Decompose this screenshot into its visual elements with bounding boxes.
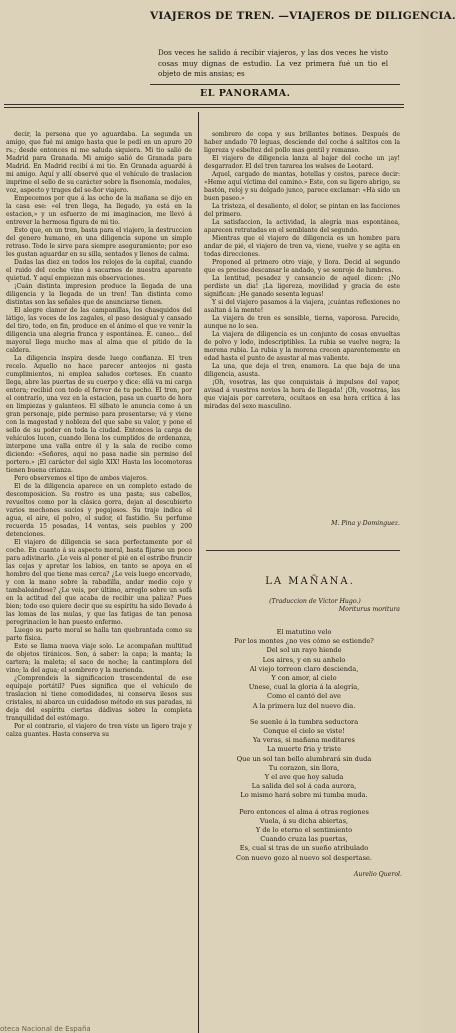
poem-line: Ya veras, si mañana meditares bbox=[253, 736, 355, 745]
poem-rule bbox=[206, 550, 400, 551]
paragraph: sombrero de copa y sus brillantes botines. Después de haber andado 70 leguas, desciende del coche á saltitos con la ligereza y esbeltez del pollo mas gentil y remanso. bbox=[204, 131, 400, 154]
library-watermark: oteca Nacional de España bbox=[0, 1025, 91, 1033]
poem-line: Pero entonces el alma á otras regiones bbox=[239, 807, 369, 816]
poem-stanza bbox=[206, 808, 402, 863]
paragraph: La satisfaccion, la actividad, la alegría mas espontánea, aparecen retratadas en el semblante del segundo. bbox=[204, 219, 400, 234]
poem-line: Y el ave que hoy saluda bbox=[264, 773, 344, 782]
paragraph: Por el contrario, el viajero de tren viste un ligero traje y calza guantes. Hasta conserva su bbox=[6, 723, 192, 738]
column-divider bbox=[198, 112, 199, 1033]
poem-line: Es, cual si tras de un sueño atribulado bbox=[239, 844, 369, 853]
poem-line: Unese, cual la gloria á la alegría, bbox=[248, 683, 360, 692]
poem-line: La salida del sol á cada aurora, bbox=[251, 782, 357, 791]
poem-body bbox=[206, 628, 402, 1028]
right-column-text bbox=[204, 131, 400, 517]
paragraph: Esto que, en un tren, basta para el viajero, la destruccion del genero humano, en una diligencia supone un simple retraso. Todo le sirve para siempre aseguramiento; por eso les gustan aguardar en su silla, sentados y llenos de calma. bbox=[6, 227, 192, 258]
poem-line: Se suenle á la tumbra seductora bbox=[249, 717, 359, 726]
paragraph: La viajera de tren es sensible, tierna, vaporosa. Parecido, aunque no lo sea. bbox=[204, 315, 400, 330]
poem-line: Del sol un rayo hiende bbox=[266, 646, 342, 655]
paragraph: ¡Cuán distinta impresion produce la llegada de una diligencia y la llegada de un tren! Tan distinta como distintas son las señales que de anunciarse tienen. bbox=[6, 283, 192, 306]
paragraph: Y si del viajero pasamos á la viajera, ¡cuántas reflexiones no asaltan á la mente! bbox=[204, 299, 400, 314]
poem-line: Al viejo torreon claro descienda, bbox=[249, 664, 359, 673]
paragraph: La lentitud, pesadez y cansancio de aquel dicen: ¡No perdiste un dia! ¡La ligereza, movilidad y gracia de este significan: ¡He ganado sesenta leguas! bbox=[204, 275, 400, 298]
paragraph: La tristeza, el desaliento, el dolor, se pintan en las facciones del primero. bbox=[204, 203, 400, 218]
paragraph: El viajero de diligencia se saca perfectamente por el coche. En cuanto á su aspecto moral, basta fijarse un poco para adivinarlo. ¿Le veis al poner el pié en el estribo fruncir las cejas y apretar los labios, en tanto se apoya en el hombro del que tiene mas cerca? ¿Le veis luego encorvado, y con la mano sobre la rabadilla, andar medio cojo y tambaleándose? ¿Le veis, por último, arreglo sobre un sofá en la actitud del que acaba de recibir una paliza? Pues bien; todo eso quiere decir que su espíritu ha sido llevado á las lomas de las mulas, y que las fatigas de tan penosa peregrinacion le han puesto enfermo. bbox=[6, 539, 192, 626]
poem-line: Como el cantó del ave bbox=[267, 692, 341, 701]
poem-line: El matutino velo bbox=[276, 628, 332, 636]
poem-line: Vuela, á su dicha abiertas, bbox=[259, 816, 349, 825]
poem-author: Aurelio Querol. bbox=[353, 870, 402, 878]
poem-line: Con nuevo gozo al nuevo sol despertase. bbox=[236, 853, 372, 862]
poem-line: Y de lo eterno el sentimiento bbox=[255, 826, 353, 835]
article-title: VIAJEROS DE TREN. —VIAJEROS DE DILIGENCIA. bbox=[150, 10, 456, 22]
poem-line: La muerte fria y triste bbox=[266, 745, 341, 754]
paragraph: El de la diligencia aparece en un completo estado de descomposicion. Su rostro es una pasta; sus cabellos, revueltos como por la clásica gorra, dejan al descubierto varios mechones sucios y pegajosos. Su traje indica el agua, el aire, el polvo, el sudor, el fastidio. Su perfume recuerda 15 posadas, 14 ventas, seis pueblos y 200 detenciones. bbox=[6, 483, 192, 538]
poem-line: Lo mismo hará sobre mi tumba muda. bbox=[240, 791, 368, 800]
paragraph: La diligencia inspira desde luego confianza. El tren recelo. Aquello no hace parecer anteojos ni gasta cumplimientos, ni emplea saludos corteses. En cuanto llega, abre las puertas de su cuerpo y dice: ellá va mi carga entera; recibid con todo el fervor de tu pecho. El tren, por el contrario, una vez en la estacion, pasa un cuarto de hora en limpiezas y galanteos. El silbato le anuncia como á un gran personaje, pide permiso para presentarse; vá y viene con la magestad y nobleza del que sabe su valor, y pone el sello de su poder en toda la ciudad. Entonces la carga de vehículos lucen, cuando llena los cumplidos de ordenanza, interpone una valla entre él y la sala de recibo como diciendo: «Señores, aquí no pasa nadie sin permiso del portero.» ¡El carácter del siglo XIX! Hasta los locomotoras tienen buena crianza. bbox=[6, 355, 192, 474]
paragraph: La viajera de diligencia es un conjunto de cosas envueltas de polvo y lodo, indescriptibles. La rubia se vuelve negra; la morena rubia. La rubia y la morena crecen aparentemente en edad hasta el punto de asustar al mas valiente. bbox=[204, 331, 400, 362]
poem-line: Que un sol tan bello alumbrará sin duda bbox=[236, 754, 372, 763]
paragraph: Luego su parte moral se halla tan quebrantada como su parte física. bbox=[6, 627, 192, 642]
article-intro: Dos veces he salido á recibir viajeros, y las dos veces he visto cosas muy dignas de estudio. La vez primera fué un tio el objeto de mis ansias; es bbox=[158, 48, 388, 78]
poem-line: Conque el cielo se viste! bbox=[263, 727, 345, 736]
poem-line: Los aires, y en su anhelo bbox=[262, 655, 346, 664]
poem-subtitle: (Traduccion de Víctor Hugo.) bbox=[269, 598, 361, 605]
paragraph: Aquel, cargado de mantas, botellas y cestos, parece decir: «Heme aquí víctima del camino.» Este, con su ligero abrigo, su bastón, reloj y su delgado junco, parece exclamar: «Ha sido un buen paseo.» bbox=[204, 171, 400, 202]
poem-line: Tu corazon, sin llora, bbox=[268, 763, 340, 772]
left-column-text bbox=[6, 131, 192, 1033]
header-rule-top bbox=[150, 84, 400, 85]
poem-stanza bbox=[206, 718, 402, 801]
header-rule-bottom-2 bbox=[4, 107, 404, 108]
paragraph: El alegre clamor de las campanillas, los chasquidos del látigo, las voces de los zagales, el paso desigual y cansado del tiro, todo, en fin, produce en el ánimo el que ve venir la diligencia una alegria franca y espontánea. E. caneo... del mayoral llega mucho mas al alma que el pitido de la caldera. bbox=[6, 307, 192, 354]
paragraph: Dadas las diez en todos los relojes de la capital, cuando el ruido del coche vino á sacarnos de nuestra aparente quietud. Y aquí empiezan mis observaciones. bbox=[6, 259, 192, 282]
poem-title: LA MAÑANA. bbox=[265, 576, 355, 587]
paragraph: La una, que deja el tren, enamora. La que baja de una diligencia, asusta. bbox=[204, 363, 400, 378]
poem-line: Y con amor, al cielo bbox=[271, 674, 337, 683]
paragraph: Mientras que el viajero de diligencia es un hombre para andar de pié, el viajero de tren va, viene, vuelve y se agita en todas direcciones. bbox=[204, 235, 400, 258]
poem-epigraph: Moriturus moritura bbox=[338, 606, 400, 613]
poem-stanza bbox=[206, 628, 402, 711]
paragraph: ¿Comprendeis la significacion trascendental de ese equipaje portátil? Pues significa que el vehículo de traslacion ni tiene comodidades, ni conserva ilesos sus cristales, ni abarca un cuidadoso método en sus paradas, ni deja del espíritu ciertas dádivas sobre la completa tranquilidad del estómago. bbox=[6, 675, 192, 722]
paragraph: Este se llama nueva viaje solo. Le acompañan multitud de objetos tiránicos. Son, á saber: la capa; la manta; la cartera; la maleta; el saco de noche; la cantimplora del vino; la del agua; el sombrero y la merienda. bbox=[6, 643, 192, 674]
paragraph: El viajero de diligencia lanza al bajar del coche un ¡ay! desgarrador. El del tren tararea los walses de Leotard. bbox=[204, 155, 400, 170]
header-rule-bottom bbox=[4, 104, 404, 105]
paragraph: decir, la persona que yo aguardaba. La segunda un amigo, que fué mi amigo hasta que le pedí en un apuro 20 rs.; desde entonces ni me saluda siquiera. Mi tio salió de Madrid para Granada. Mi amigo salió de Granada para Madrid. En Madrid recibí á mi tio. En Granada aguardé á mi amigo. Aquí y allí observé que el vehículo de traslacion imprime el sello de su carácter sobre la fisonomía, modales, voz, aspecto y trages del se-ñor viajero. bbox=[6, 131, 192, 194]
paragraph: Pero observemos el tipo de ambos viajeros. bbox=[14, 475, 148, 482]
poem-line: Cuando cruza las puertas, bbox=[260, 835, 348, 844]
article-signature: M. Pina y Dominguez. bbox=[331, 520, 400, 527]
poem-line: A la primera luz del nuevo dia. bbox=[252, 701, 356, 710]
paragraph: Empecemos por que á las ocho de la mañana se dijo en la casa ese: «el tren llega, ha llegado, ya está en la estacion,» y un esfuerzo de mi imaginacion, me llevó á entrever la hermosa figura de mi tio. bbox=[6, 195, 192, 226]
poem-line: Por los montes ¿no ves cómo se estiende? bbox=[234, 637, 374, 646]
paragraph: Proponed al primero otro viaje, y llora. Decid al segundo que es preciso descansar le andado, y se sonroje de lumbres. bbox=[204, 259, 400, 274]
paragraph: ¡Oh, vosotras, las que conquistais á impulsos del vapor, avisad á vuestros novios la hora de llegada! ¡Oh, vosotras, las que viajais por carretera, ocultaos en esa hora crítica á las miradas del sexo masculino. bbox=[204, 379, 400, 410]
section-heading: EL PANORAMA. bbox=[200, 88, 291, 99]
